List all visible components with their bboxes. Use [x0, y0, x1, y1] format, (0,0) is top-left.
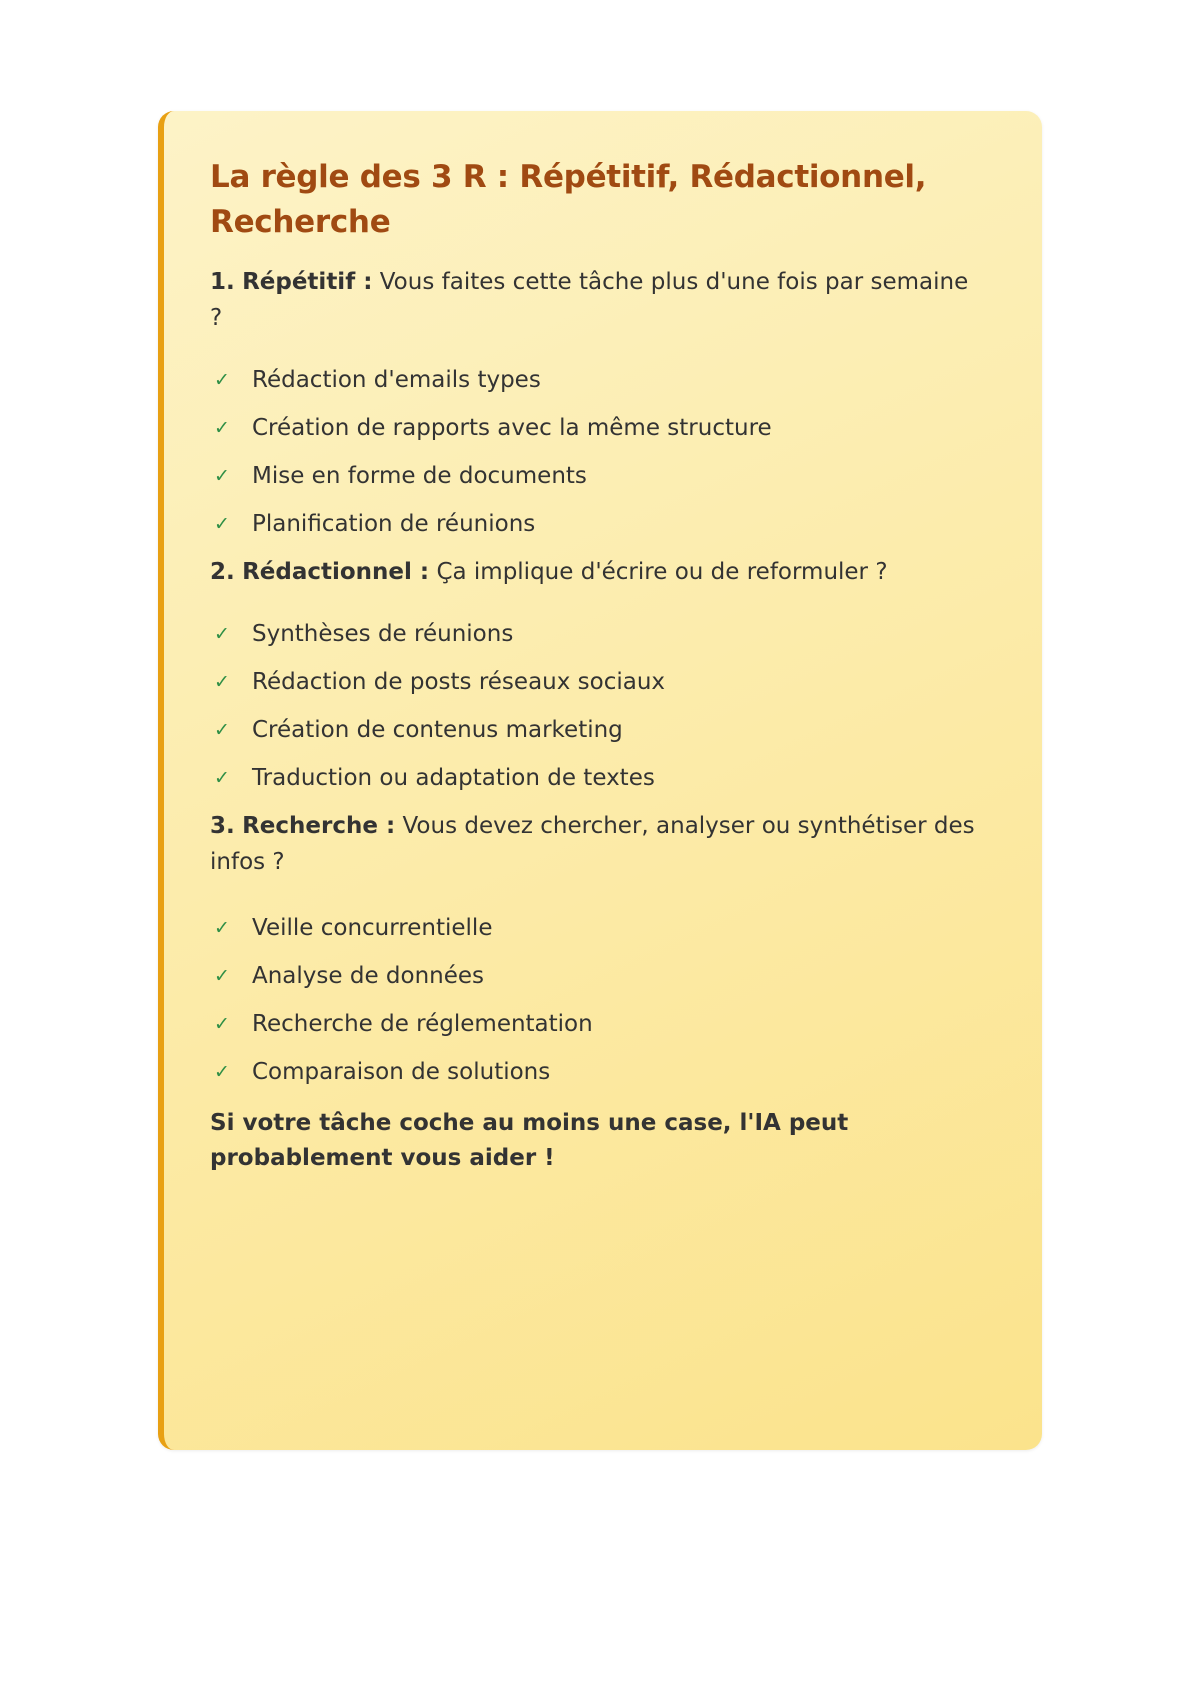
item-label: Planification de réunions — [252, 511, 536, 537]
card-content — [210, 155, 980, 1176]
list-item — [210, 610, 980, 658]
section-number: 1. — [210, 269, 235, 295]
checklist-redactionnel — [210, 610, 980, 802]
list-item — [210, 952, 980, 1000]
section-heading-recherche — [210, 808, 980, 880]
conclusion-text: Si votre tâche coche au moins une case, l'IA peut probablement vous aider ! — [210, 1110, 849, 1171]
check-icon: ✓ — [214, 719, 230, 741]
list-item — [210, 356, 980, 404]
check-icon: ✓ — [214, 1061, 230, 1083]
section-separator: : — [377, 813, 396, 839]
section-number: 2. — [210, 559, 235, 585]
item-label: Synthèses de réunions — [252, 621, 514, 647]
item-label: Analyse de données — [252, 963, 485, 989]
item-label: Mise en forme de documents — [252, 463, 587, 489]
item-label: Comparaison de solutions — [252, 1059, 551, 1085]
check-icon: ✓ — [214, 369, 230, 391]
section-separator: : — [411, 559, 430, 585]
check-icon: ✓ — [214, 465, 230, 487]
check-icon: ✓ — [214, 417, 230, 439]
check-icon: ✓ — [214, 623, 230, 645]
check-icon: ✓ — [214, 671, 230, 693]
checklist-repetitif — [210, 356, 980, 548]
section-number: 3. — [210, 813, 235, 839]
item-label: Création de contenus marketing — [252, 717, 623, 743]
list-item — [210, 658, 980, 706]
section-heading-repetitif — [210, 264, 980, 336]
item-label: Recherche de réglementation — [252, 1011, 593, 1037]
section-name: Recherche — [242, 813, 378, 839]
section-heading-redactionnel — [210, 554, 980, 590]
section-name: Rédactionnel — [242, 559, 412, 585]
section-name: Répétitif — [242, 269, 356, 295]
check-icon: ✓ — [214, 513, 230, 535]
item-label: Création de rapports avec la même structure — [252, 415, 772, 441]
item-label: Veille concurrentielle — [252, 915, 493, 941]
list-item — [210, 452, 980, 500]
item-label: Rédaction d'emails types — [252, 367, 541, 393]
list-item — [210, 1048, 980, 1096]
section-separator: : — [355, 269, 373, 295]
check-icon: ✓ — [214, 965, 230, 987]
checklist-recherche — [210, 904, 980, 1096]
card-title: La règle des 3 R : Répétitif, Rédactionnel, Recherche — [210, 159, 927, 240]
section-question: Ça implique d'écrire ou de reformuler ? — [436, 559, 888, 585]
section-question: Vous devez chercher, analyser ou synthétiser des infos ? — [210, 813, 975, 875]
list-item — [210, 404, 980, 452]
list-item — [210, 904, 980, 952]
check-icon: ✓ — [214, 917, 230, 939]
list-item — [210, 1000, 980, 1048]
check-icon: ✓ — [214, 1013, 230, 1035]
item-label: Traduction ou adaptation de textes — [252, 765, 655, 791]
list-item — [210, 500, 980, 548]
list-item — [210, 754, 980, 802]
list-item — [210, 706, 980, 754]
rule-card — [158, 111, 1042, 1450]
check-icon: ✓ — [214, 767, 230, 789]
section-question: Vous faites cette tâche plus d'une fois par semaine ? — [210, 269, 969, 331]
item-label: Rédaction de posts réseaux sociaux — [252, 669, 666, 695]
